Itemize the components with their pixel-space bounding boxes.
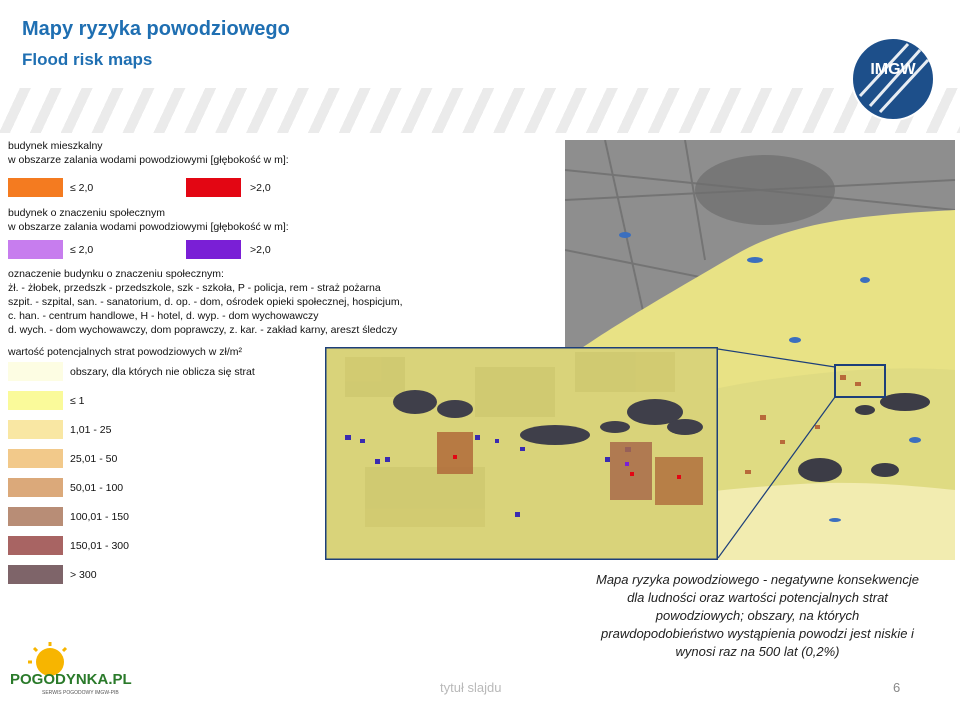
decorative-stripes: [0, 88, 960, 133]
slide-title-pl: Mapy ryzyka powodziowego: [22, 18, 290, 40]
legend-swatch-social-high: [186, 240, 241, 259]
pogodynka-logo-subtext: SERWIS POGODOWY IMGW-PIB: [42, 690, 119, 696]
legend-label-residential-low: ≤ 2,0: [70, 182, 94, 194]
legend-swatch-loss-2: [8, 420, 63, 439]
legend-label-social-high: >2,0: [250, 244, 271, 256]
page-number: 6: [893, 680, 901, 695]
legend-label-residential-high: >2,0: [250, 182, 271, 194]
slide-title-en: Flood risk maps: [22, 50, 153, 69]
legend-marking-line: d. wych. - dom wychowawczy, dom poprawczy, z. kar. - zakład karny, areszt śledczy: [8, 324, 398, 336]
legend-social-header: budynek o znaczeniu społecznym: [8, 207, 166, 219]
town-area: [695, 155, 835, 225]
imgw-logo: [850, 36, 936, 122]
legend-swatch-social-low: [8, 240, 63, 259]
caption-line: Mapa ryzyka powodziowego - negatywne konsekwencje: [595, 572, 919, 587]
caption-line: powodziowych; obszary, na których: [655, 608, 860, 623]
legend-swatch-loss-7: [8, 565, 63, 584]
footer-slide-title: tytuł slajdu: [440, 680, 502, 695]
legend-label-loss-4: 50,01 - 100: [70, 482, 124, 494]
caption-line: dla ludności oraz wartości potencjalnych strat: [627, 590, 888, 605]
legend-label-loss-1: ≤ 1: [70, 395, 85, 407]
caption-line: wynosi raz na 500 lat (0,2%): [675, 644, 840, 659]
map-caption: [575, 571, 940, 661]
legend-label-loss-5: 100,01 - 150: [70, 511, 129, 523]
legend-marking-line: szpit. - szpital, san. - sanatorium, d. op. - dom, ośrodek opieki społecznej, hospicjum,: [8, 296, 403, 308]
legend-label-social-low: ≤ 2,0: [70, 244, 94, 256]
flood-risk-map-inset: [325, 347, 718, 560]
legend-swatch-residential-low: [8, 178, 63, 197]
legend-label-loss-7: > 300: [70, 569, 97, 581]
legend-label-loss-0: obszary, dla których nie oblicza się strat: [70, 366, 255, 378]
legend-residential-subheader: w obszarze zalania wodami powodziowymi [głębokość w m]:: [8, 154, 289, 166]
legend-marking-header: oznaczenie budynku o znaczeniu społecznym:: [8, 268, 224, 280]
legend-swatch-residential-high: [186, 178, 241, 197]
legend-label-loss-6: 150,01 - 300: [70, 540, 129, 552]
caption-line: prawdopodobieństwo wystąpienia powodzi jest niskie i: [601, 626, 914, 641]
legend-label-loss-3: 25,01 - 50: [70, 453, 118, 465]
legend-marking-line: c. han. - centrum handlowe, H - hotel, d. wyp. - dom wychowawczy: [8, 310, 319, 322]
legend-label-loss-2: 1,01 - 25: [70, 424, 112, 436]
legend-residential-header: budynek mieszkalny: [8, 140, 103, 152]
legend-marking-line: żł. - żłobek, przedszk - przedszkole, szk - szkoła, P - policja, rem - straż pożarna: [8, 282, 381, 294]
legend-swatch-loss-6: [8, 536, 63, 555]
legend-swatch-loss-4: [8, 478, 63, 497]
legend-loss-header: wartość potencjalnych strat powodziowych w zł/m²: [8, 346, 243, 358]
legend-swatch-loss-5: [8, 507, 63, 526]
pogodynka-logo: [8, 640, 153, 700]
legend-social-subheader: w obszarze zalania wodami powodziowymi [głębokość w m]:: [8, 221, 289, 233]
pogodynka-logo-text: POGODYNKA.PL: [10, 671, 132, 688]
legend-swatch-loss-0: [8, 362, 63, 381]
legend-swatch-loss-3: [8, 449, 63, 468]
imgw-logo-text: IMGW: [870, 61, 916, 78]
legend-swatch-loss-1: [8, 391, 63, 410]
